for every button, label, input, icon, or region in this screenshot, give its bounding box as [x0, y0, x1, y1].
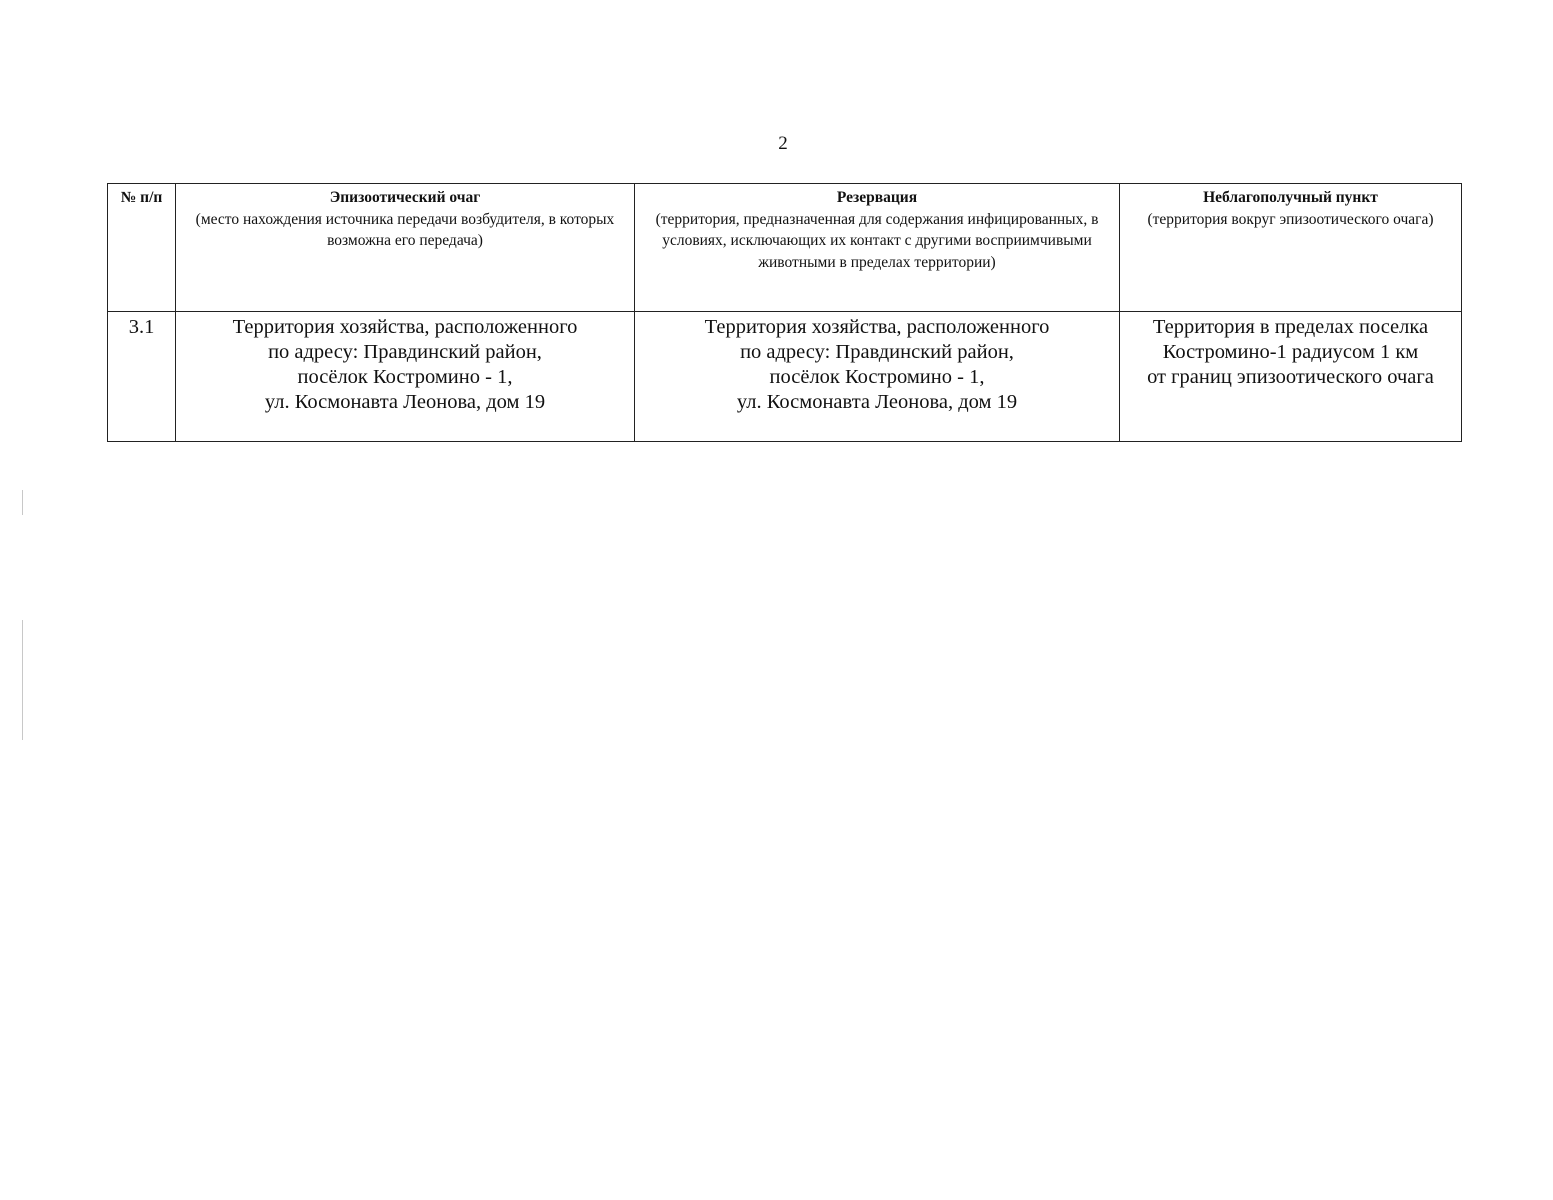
table-row [108, 312, 1462, 442]
cell-unfavorable [1120, 312, 1462, 442]
cell-unfavorable-line: Костромино-1 радиусом 1 км [1162, 341, 1419, 363]
header-reservation-title: Резервация [836, 189, 918, 206]
cell-focus-line: по адресу: Правдинский район, [268, 341, 542, 363]
cell-unfavorable-line: Территория в пределах поселка [1152, 316, 1429, 338]
header-reservation-subtitle: (территория, предназначенная для содержания инфицированных, в условиях, исключающих их контакт с другими восприимчивыми животными в пределах территории) [655, 210, 1099, 271]
header-focus-title: Эпизоотический очаг [329, 189, 481, 206]
cell-focus [176, 312, 635, 442]
cell-reservation [635, 312, 1120, 442]
cell-reservation-line: по адресу: Правдинский район, [740, 341, 1014, 363]
cell-reservation-line: посёлок Костромино - 1, [769, 366, 985, 388]
cell-unfavorable-line: от границ эпизоотического очага [1147, 366, 1434, 388]
header-num: № п/п [108, 184, 176, 312]
cell-num: 3.1 [108, 312, 176, 442]
epizootic-table [107, 183, 1462, 442]
header-unfavorable-title: Неблагополучный пункт [1203, 189, 1378, 206]
scan-artifact [22, 490, 23, 515]
cell-focus-line: ул. Космонавта Леонова, дом 19 [264, 391, 546, 413]
scan-artifact [22, 620, 23, 740]
page-number: 2 [778, 133, 788, 154]
cell-focus-line: посёлок Костромино - 1, [297, 366, 513, 388]
cell-focus-line: Территория хозяйства, расположенного [232, 316, 578, 338]
header-reservation [635, 184, 1120, 312]
cell-reservation-line: Территория хозяйства, расположенного [704, 316, 1050, 338]
header-unfavorable-subtitle: (территория вокруг эпизоотического очага) [1147, 210, 1434, 228]
cell-reservation-line: ул. Космонавта Леонова, дом 19 [736, 391, 1018, 413]
table-header-row [108, 184, 1462, 312]
header-focus [176, 184, 635, 312]
header-unfavorable [1120, 184, 1462, 312]
header-focus-subtitle: (место нахождения источника передачи возбудителя, в которых возможна его передача) [195, 210, 615, 249]
